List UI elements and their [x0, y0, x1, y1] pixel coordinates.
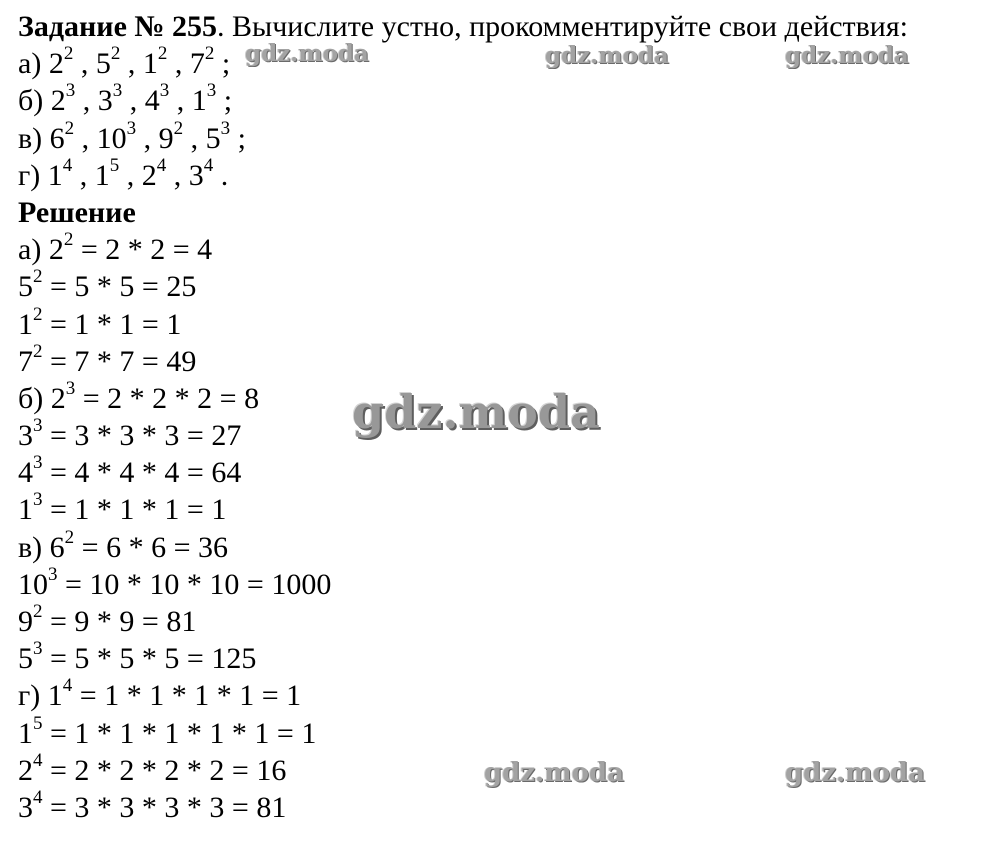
- task-text: . Вычислите устно, прокомментируйте свои действия:: [217, 10, 908, 43]
- term-base: 10: [96, 121, 127, 155]
- solution-expansion: = 3 * 3 * 3 = 27: [42, 419, 242, 453]
- solution-base: 1: [47, 679, 63, 713]
- term-separator: ,: [136, 121, 159, 155]
- solution-base: 7: [18, 344, 33, 378]
- solution-line: [18, 677, 983, 714]
- term-exponent: 2: [64, 117, 75, 139]
- term-base: 2: [48, 47, 64, 81]
- solution-prefix: б): [18, 381, 51, 415]
- solution-expansion: = 3 * 3 * 3 * 3 = 81: [42, 790, 287, 824]
- term-separator: ,: [167, 47, 190, 81]
- term-exponent: 4: [62, 154, 73, 176]
- term-exponent: 4: [156, 154, 167, 176]
- term-separator: ,: [72, 158, 95, 192]
- term-base: 1: [47, 158, 63, 192]
- item-prefix: б): [18, 84, 51, 118]
- solution-base: 3: [18, 790, 33, 824]
- solution-line: [18, 786, 983, 826]
- watermark: gdz.moda: [545, 42, 669, 69]
- solution-prefix: а): [18, 233, 49, 267]
- term-exponent: 3: [126, 117, 137, 139]
- term-separator: ;: [230, 121, 246, 155]
- solution-prefix: в): [18, 530, 50, 564]
- solution-base: 5: [18, 270, 33, 304]
- solution-line: [18, 340, 983, 380]
- solution-exponent: 2: [33, 340, 43, 362]
- term-separator: ,: [74, 121, 97, 155]
- term-base: 3: [97, 84, 113, 118]
- term-base: 1: [94, 158, 110, 192]
- term-base: 2: [50, 84, 66, 118]
- term-exponent: 3: [65, 80, 76, 102]
- item-prefix: а): [18, 47, 49, 81]
- solution-exponent: 4: [62, 675, 73, 697]
- watermark: gdz.moda: [245, 40, 369, 67]
- solution-expansion: = 9 * 9 = 81: [42, 605, 197, 638]
- term-separator: .: [213, 158, 229, 192]
- item-prefix: в): [18, 121, 50, 155]
- solution-expansion: = 2 * 2 * 2 * 2 = 16: [42, 753, 287, 787]
- term-base: 2: [141, 158, 157, 192]
- term-separator: ,: [75, 84, 98, 118]
- term-separator: ;: [216, 84, 233, 118]
- solution-base: 2: [18, 753, 33, 787]
- solution-base: 3: [18, 419, 33, 453]
- term-exponent: 2: [157, 43, 168, 65]
- solution-exponent: 2: [63, 229, 74, 251]
- solution-line: [18, 563, 983, 603]
- solution-exponent: 2: [33, 303, 43, 325]
- term-base: 3: [188, 158, 204, 192]
- term-separator: ,: [122, 84, 145, 118]
- solution-base: 1: [18, 493, 33, 527]
- solution-line: [18, 491, 983, 528]
- solution-exponent: 4: [33, 786, 43, 808]
- item-prefix: г): [18, 158, 48, 192]
- solution-exponent: 2: [33, 266, 43, 288]
- solution-exponent: 3: [33, 489, 43, 511]
- solution-base: 1: [18, 307, 33, 341]
- term-exponent: 2: [204, 43, 215, 65]
- term-exponent: 2: [173, 117, 184, 139]
- term-base: 7: [189, 47, 205, 81]
- solution-exponent: 3: [33, 415, 43, 437]
- solution-line: [18, 640, 983, 677]
- solution-base: 6: [49, 530, 65, 564]
- solution-heading: Решение: [18, 195, 136, 229]
- term-exponent: 2: [110, 43, 121, 65]
- solution-exponent: 3: [33, 638, 43, 660]
- watermark: gdz.moda: [785, 758, 926, 788]
- term-base: 6: [49, 121, 65, 155]
- watermark: gdz.moda: [484, 758, 625, 788]
- solution-expansion: = 5 * 5 * 5 = 125: [42, 642, 257, 676]
- term-base: 1: [142, 47, 158, 81]
- term-exponent: 3: [159, 80, 170, 102]
- solution-exponent: 2: [64, 526, 75, 548]
- solution-base: 1: [18, 716, 33, 750]
- solution-expansion: = 7 * 7 = 49: [42, 344, 197, 378]
- solution-exponent: 3: [48, 563, 58, 585]
- solution-line: [18, 712, 983, 752]
- term-exponent: 3: [206, 80, 217, 102]
- solution-expansion: = 10 * 10 * 10 = 1000: [57, 567, 332, 601]
- solution-expansion: = 2 * 2 = 4: [73, 233, 213, 267]
- solution-base: 10: [18, 567, 48, 601]
- task-item: [18, 82, 983, 119]
- solution-line: [18, 526, 983, 566]
- solution-base: 9: [18, 605, 33, 638]
- term-base: 9: [158, 121, 174, 155]
- solution-expansion: = 1 * 1 * 1 = 1: [42, 493, 227, 527]
- solution-line: [18, 268, 983, 305]
- solution-base: 4: [18, 456, 33, 490]
- solution-exponent: 3: [65, 377, 76, 399]
- term-base: 1: [191, 84, 207, 118]
- solution-expansion: = 5 * 5 = 25: [42, 270, 197, 304]
- solution-base: 2: [48, 233, 64, 267]
- task-item: [18, 117, 983, 157]
- task-label: Задание № 255: [18, 10, 218, 43]
- watermark: gdz.moda: [785, 42, 909, 69]
- solution-expansion: = 1 * 1 * 1 * 1 = 1: [72, 679, 302, 713]
- term-exponent: 4: [203, 154, 214, 176]
- watermark-center: gdz.moda: [352, 385, 600, 439]
- solution-expansion: = 1 * 1 = 1: [42, 307, 182, 341]
- term-separator: ,: [73, 47, 96, 81]
- term-exponent: 2: [63, 43, 74, 65]
- solution-lines: [18, 231, 983, 826]
- solution-expansion: = 1 * 1 * 1 * 1 * 1 = 1: [42, 716, 317, 750]
- task-title-line: [18, 8, 983, 45]
- solution-base: 2: [50, 381, 66, 415]
- term-separator: ,: [119, 158, 142, 192]
- solution-line: [18, 603, 983, 640]
- term-base: 4: [144, 84, 160, 118]
- solution-exponent: 2: [33, 601, 43, 622]
- term-separator: ,: [169, 84, 192, 118]
- solution-expansion: = 4 * 4 * 4 = 64: [42, 456, 242, 490]
- solution-expansion: = 6 * 6 = 36: [74, 530, 228, 564]
- term-separator: ,: [120, 47, 143, 81]
- term-separator: ;: [214, 47, 231, 81]
- term-base: 5: [95, 47, 111, 81]
- term-exponent: 3: [220, 117, 231, 139]
- solution-exponent: 5: [33, 712, 43, 734]
- term-base: 5: [205, 121, 221, 155]
- solution-base: 5: [18, 642, 33, 676]
- term-separator: ,: [183, 121, 206, 155]
- term-exponent: 5: [109, 154, 120, 176]
- term-exponent: 3: [112, 80, 123, 102]
- solution-line: [18, 231, 983, 268]
- solution-exponent: 4: [33, 749, 43, 771]
- solution-exponent: 3: [33, 452, 43, 474]
- solution-line: [18, 303, 983, 343]
- term-separator: ,: [166, 158, 189, 192]
- solution-expansion: = 2 * 2 * 2 = 8: [75, 381, 260, 415]
- task-item: [18, 154, 983, 194]
- solution-prefix: г): [18, 679, 48, 713]
- solution-line: [18, 454, 983, 491]
